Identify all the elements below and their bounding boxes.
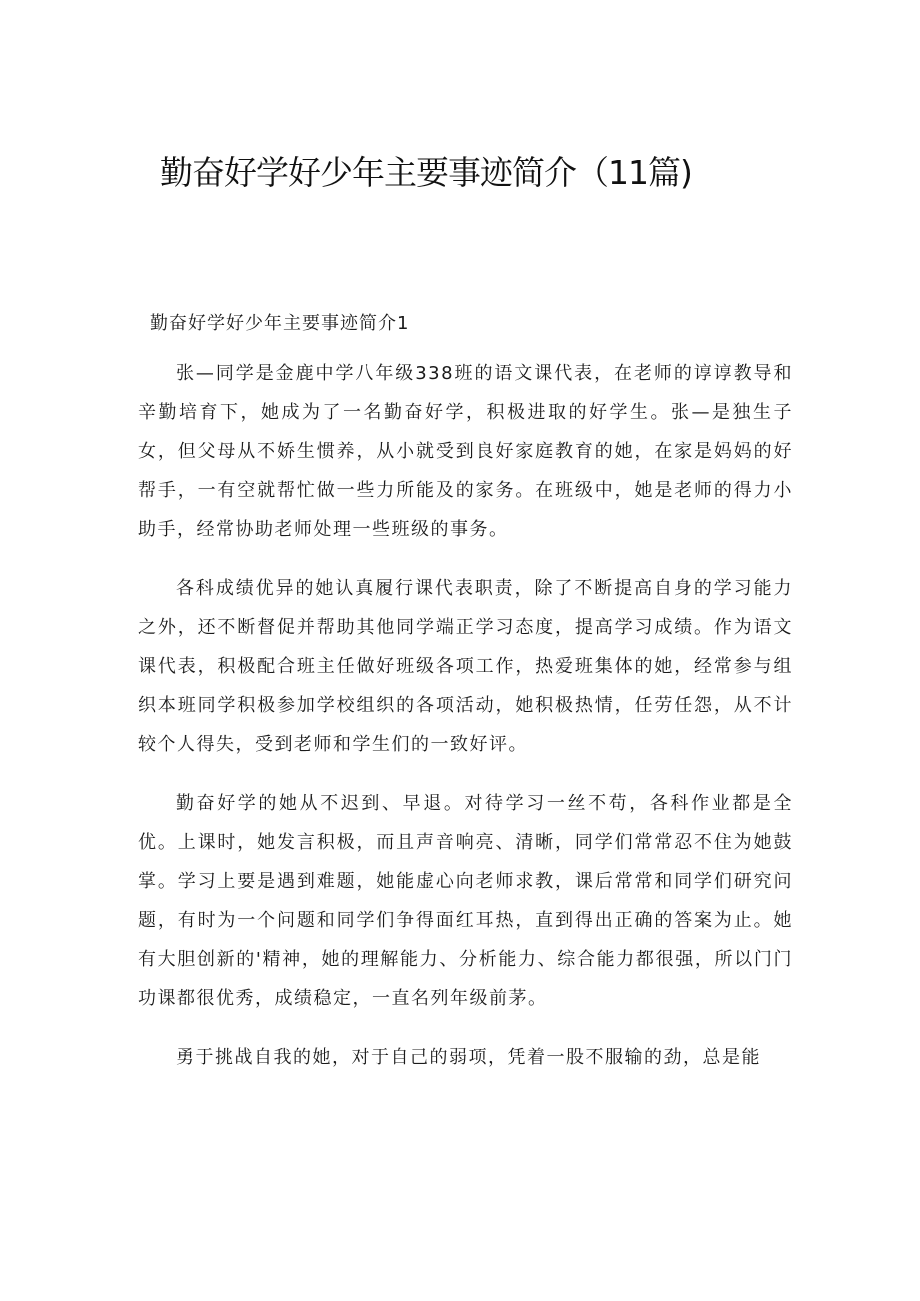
- spacer: [138, 549, 793, 569]
- document-title: 勤奋好学好少年主要事迹简介（11篇): [160, 153, 692, 192]
- paragraph: 张—同学是金鹿中学八年级338班的语文课代表，在老师的谆谆教导和辛勤培育下，她成为了一名勤奋好学，积极进取的好学生。张—是独生子女，但父母从不娇生惯养，从小就受到良好家庭教育的她，在家是妈妈的好帮手，一有空就帮忙做一些力所能及的家务。在班级中，她是老师的得力小助手，经常协助老师处理一些班级的事务。: [138, 363, 793, 540]
- paragraph: 勤奋好学的她从不迟到、早退。对待学习一丝不苟，各科作业都是全优。上课时，她发言积极，而且声音响亮、清晰，同学们常常忍不住为她鼓掌。学习上要是遇到难题，她能虚心向老师求教，课后常常和同学们研究问题，有时为一个问题和同学们争得面红耳热，直到得出正确的答案为止。她有大胆创新的'精神，她的理解能力、分析能力、综合能力都很强，所以门门功课都很优秀，成绩稳定，一直名列年级前茅。: [138, 793, 793, 1009]
- paragraph: 各科成绩优异的她认真履行课代表职责，除了不断提高自身的学习能力之外，还不断督促并帮助其他同学端正学习态度，提高学习成绩。作为语文课代表，积极配合班主任做好班级各项工作，热爱班集体的她，经常参与组织本班同学积极参加学校组织的各项活动，她积极热情，任劳任怨，从不计较个人得失，受到老师和学生们的一致好评。: [138, 578, 793, 755]
- spacer: [138, 764, 793, 784]
- document-body: [138, 304, 793, 1077]
- spacer: [138, 1018, 793, 1038]
- spacer: [138, 343, 793, 354]
- section-heading: 勤奋好学好少年主要事迹简介1: [150, 313, 410, 334]
- paragraph: 勇于挑战自我的她，对于自己的弱项，凭着一股不服输的劲，总是能: [176, 1047, 761, 1068]
